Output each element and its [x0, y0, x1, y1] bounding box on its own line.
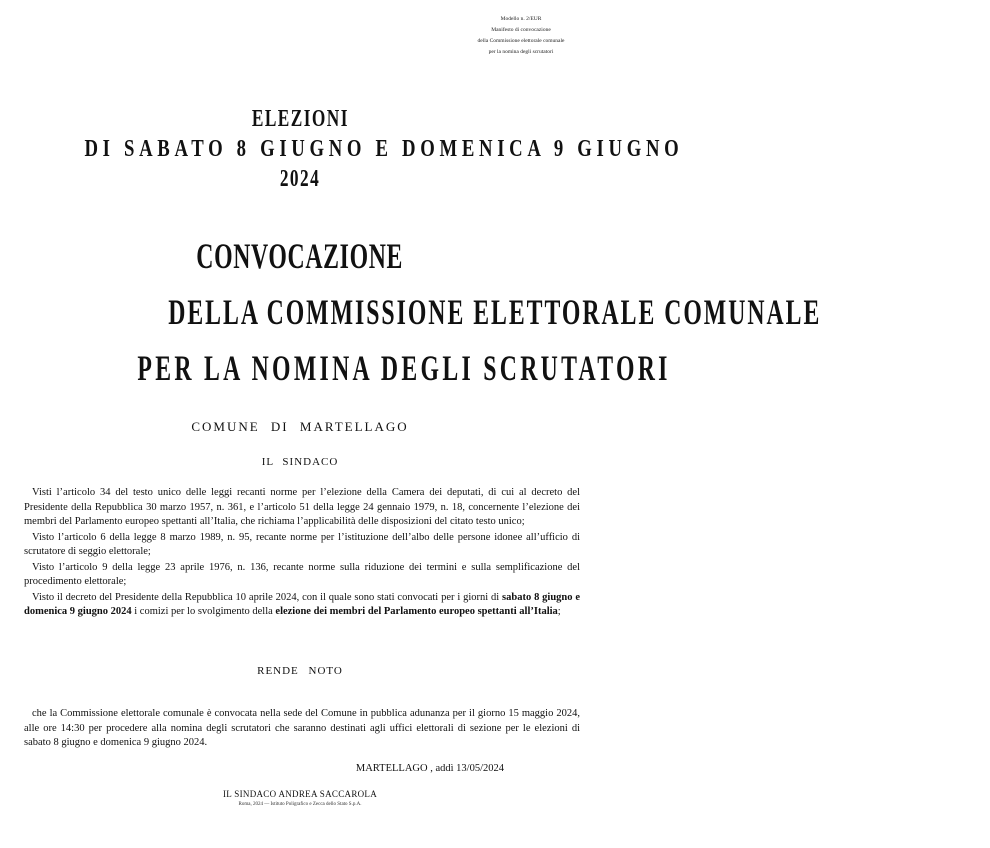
- decreto-end: ;: [557, 606, 561, 617]
- paragraph-decreto: [24, 591, 580, 620]
- printer-credit: Roma, 2024 — Istituto Poligrafico e Zecca dello Stato S.p.A.: [238, 802, 362, 807]
- sindaco-heading: IL SINDACO: [261, 456, 339, 468]
- title-line-commissione: DELLA COMMISSIONE ELETTORALE COMUNALE: [168, 292, 822, 332]
- header-line-elezioni: ELEZIONI: [251, 106, 349, 132]
- title-line-scrutatori: PER LA NOMINA DEGLI SCRUTATORI: [137, 348, 671, 388]
- election-header: [0, 104, 684, 194]
- title-line-convocazione: CONVOCAZIONE: [196, 236, 404, 276]
- paragraph-legal-basis: Visti l’articolo 34 del testo unico delle leggi recanti norme per l’elezione della Camera dei deputati, di cui al decreto del Presidente della Repubblica 30 marzo 1957, n. 361, e l’articolo 51 della legge 24 gennaio 1979, n. 18, concernente l’elezione dei membri del Parlamento europeo spettanti all’Italia, che richiama l’applicabilità delle disposizioni del citato testo unico;: [24, 487, 580, 527]
- election-dates-bold: sabato 8 giugno e domenica 9 giugno 2024: [24, 591, 581, 617]
- model-note-line: per la nomina degli scrutatori: [488, 49, 554, 55]
- model-note-line: Manifesto di convocazione: [491, 27, 551, 33]
- model-note-line: della Commissione elettorale comunale: [477, 38, 565, 44]
- header-line-dates: DI SABATO 8 GIUGNO E DOMENICA 9 GIUGNO: [84, 136, 684, 162]
- signature: IL SINDACO ANDREA SACCAROLA: [222, 789, 378, 799]
- decreto-text-2: i comizi per lo svolgimento della: [134, 606, 273, 617]
- model-note-line: Modello n. 2/EUR: [500, 16, 542, 22]
- paragraph-semplificazione: Visto l’articolo 9 della legge 23 aprile 1976, n. 136, recante norme sulla riduzione dei termini e sulla semplificazione del procedimento elettorale;: [24, 561, 580, 587]
- convocation-notice: [24, 707, 580, 751]
- header-line-year: 2024: [279, 166, 321, 192]
- comune-name: COMUNE DI MARTELLAGO: [191, 419, 409, 434]
- notice-text: che la Commissione elettorale comunale è convocata nella sede del Comune in pubblica adunanza per il giorno 15 maggio 2024, alle ore 14:30 per procedere alla nomina degli scrutatori che saranno destinati agli uffici elettorali di sezione per le elezioni di sabato 8 giugno e domenica 9 giugno 2024.: [24, 708, 580, 748]
- paragraph-albo: Visto l’articolo 6 della legge 8 marzo 1989, n. 95, recante norme per l’istituzione dell’albo delle persone idonee all’ufficio di scrutatore di seggio elettorale;: [24, 531, 580, 557]
- legal-premises: [24, 486, 580, 620]
- main-title: [0, 228, 822, 396]
- model-note: [456, 14, 586, 58]
- election-name-bold: elezione dei membri del Parlamento europeo spettanti all’Italia: [275, 606, 558, 617]
- decreto-text: Visto il decreto del Presidente della Repubblica 10 aprile 2024, con il quale sono stati convocati per i giorni di: [32, 591, 500, 603]
- place-date: MARTELLAGO , addì 13/05/2024: [355, 763, 504, 774]
- rende-noto: RENDE NOTO: [257, 665, 343, 677]
